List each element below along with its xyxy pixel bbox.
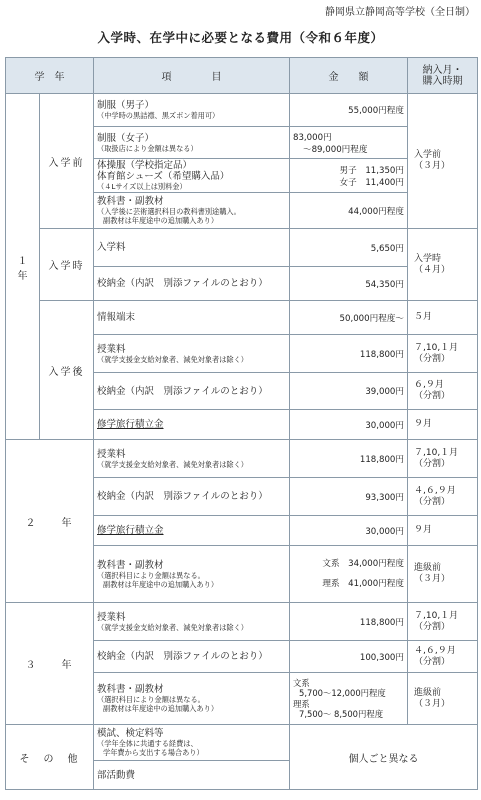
payment-entry: 入学時 （４月） xyxy=(408,229,478,301)
item-device: 情報端末 xyxy=(94,301,290,335)
payment-schoolfee-g1: ６,９月 （分割） xyxy=(408,373,478,410)
table-row xyxy=(6,603,478,641)
item-uniform-female: 制服（女子） （取扱店により金額は異なる） xyxy=(94,127,290,159)
payment-before: 入学前 （３月） xyxy=(408,94,478,229)
amount-trip-g2: 30,000円 xyxy=(290,516,408,546)
term-before-label: 入学前 xyxy=(40,94,94,229)
amount-tuition-g1: 118,800円 xyxy=(290,335,408,373)
page-title: 入学時、在学中に必要となる費用（令和６年度） xyxy=(97,30,384,45)
item-tuition-g3: 授業料 （就学支援金支給対象者、減免対象者は除く） xyxy=(94,603,290,641)
item-exam: 模試、検定料等 （学年全体に共通する経費は、 学年費から支出する場合あり） xyxy=(94,725,290,761)
item-textbooks-g3: 教科書・副教材 （選択科目により金額は異なる。 副教材は年度途中の追加購入あり） xyxy=(94,673,290,725)
item-schoolfee-g2: 校納金（内訳 別添ファイルのとおり） xyxy=(94,478,290,516)
table-row xyxy=(6,725,478,761)
amount-schoolfee-entry: 54,350円 xyxy=(290,267,408,301)
payment-tuition-g1: ７,10,１月 （分割） xyxy=(408,335,478,373)
payment-schoolfee-g2: ４,６,９月 （分割） xyxy=(408,478,478,516)
header-grade: 学 年 xyxy=(6,58,94,94)
item-admission: 入学料 xyxy=(94,229,290,267)
table-row xyxy=(6,440,478,478)
other-label: そ の 他 xyxy=(6,725,94,790)
payment-tuition-g2: ７,10,１月 （分割） xyxy=(408,440,478,478)
item-tuition-g2: 授業料 （就学支援金支給対象者、減免対象者は除く） xyxy=(94,440,290,478)
header-payment: 納入月・ 購入時期 xyxy=(408,58,478,94)
item-textbooks-g1: 教科書・副教材 （入学後に芸術選択科目の教科書別途購入。 副教材は年度途中の追加購入あり） xyxy=(94,193,290,229)
item-uniform-male: 制服（男子） （中学時の黒詰襟、黒ズボン着用可） xyxy=(94,94,290,127)
school-name: 静岡県立静岡高等学校（全日制） xyxy=(325,7,475,18)
term-after-label: 入学後 xyxy=(40,301,94,440)
header-item: 項 目 xyxy=(94,58,290,94)
payment-trip-g2: ９月 xyxy=(408,516,478,546)
fee-table xyxy=(5,57,478,790)
amount-textbooks-g2: 文系 34,000円程度 理系 41,000円程度 xyxy=(290,546,408,603)
amount-device: 50,000円程度～ xyxy=(290,301,408,335)
payment-schoolfee-g3: ４,６,９月 （分割） xyxy=(408,641,478,673)
amount-gym: 男子 11,350円 女子 11,400円 xyxy=(290,159,408,193)
amount-schoolfee-g1: 39,000円 xyxy=(290,373,408,410)
grade1-label: １ 年 xyxy=(6,94,40,440)
grade3-label: ３ 年 xyxy=(6,603,94,725)
item-gym: 体操服（学校指定品） 体育館シューズ（希望購入品） （４Lサイズ以上は別料金） xyxy=(94,159,290,193)
item-trip-g1: 修学旅行積立金 xyxy=(94,410,290,440)
table-header-row xyxy=(6,58,478,94)
amount-schoolfee-g3: 100,300円 xyxy=(290,641,408,673)
amount-uniform-male: 55,000円程度 xyxy=(290,94,408,127)
term-entry-label: 入学時 xyxy=(40,229,94,301)
header-amount: 金 額 xyxy=(290,58,408,94)
payment-device: ５月 xyxy=(408,301,478,335)
amount-tuition-g3: 118,800円 xyxy=(290,603,408,641)
amount-admission: 5,650円 xyxy=(290,229,408,267)
table-row xyxy=(6,94,478,127)
table-row xyxy=(6,229,478,267)
amount-trip-g1: 30,000円 xyxy=(290,410,408,440)
item-schoolfee-g3: 校納金（内訳 別添ファイルのとおり） xyxy=(94,641,290,673)
amount-schoolfee-g2: 93,300円 xyxy=(290,478,408,516)
amount-uniform-female: 83,000円 ～89,000円程度 xyxy=(290,127,408,159)
payment-trip-g1: ９月 xyxy=(408,410,478,440)
amount-textbooks-g3: 文系 5,700～12,000円程度 理系 7,500～ 8,500円程度 xyxy=(290,673,408,725)
item-tuition-g1: 授業料 （就学支援金支給対象者、減免対象者は除く） xyxy=(94,335,290,373)
amount-tuition-g2: 118,800円 xyxy=(290,440,408,478)
item-schoolfee-g1: 校納金（内訳 別添ファイルのとおり） xyxy=(94,373,290,410)
item-club: 部活動費 xyxy=(94,761,290,790)
amount-other: 個人ごと異なる xyxy=(290,725,478,790)
payment-textbooks-g3: 進級前 （３月） xyxy=(408,673,478,725)
item-textbooks-g2: 教科書・副教材 （選択科目により金額は異なる。 副教材は年度途中の追加購入あり） xyxy=(94,546,290,603)
item-trip-g2: 修学旅行積立金 xyxy=(94,516,290,546)
payment-tuition-g3: ７,10,１月 （分割） xyxy=(408,603,478,641)
grade2-label: ２ 年 xyxy=(6,440,94,603)
payment-textbooks-g2: 進級前 （３月） xyxy=(408,546,478,603)
item-schoolfee-entry: 校納金（内訳 別添ファイルのとおり） xyxy=(94,267,290,301)
amount-textbooks-g1: 44,000円程度 xyxy=(290,193,408,229)
table-row xyxy=(6,301,478,335)
